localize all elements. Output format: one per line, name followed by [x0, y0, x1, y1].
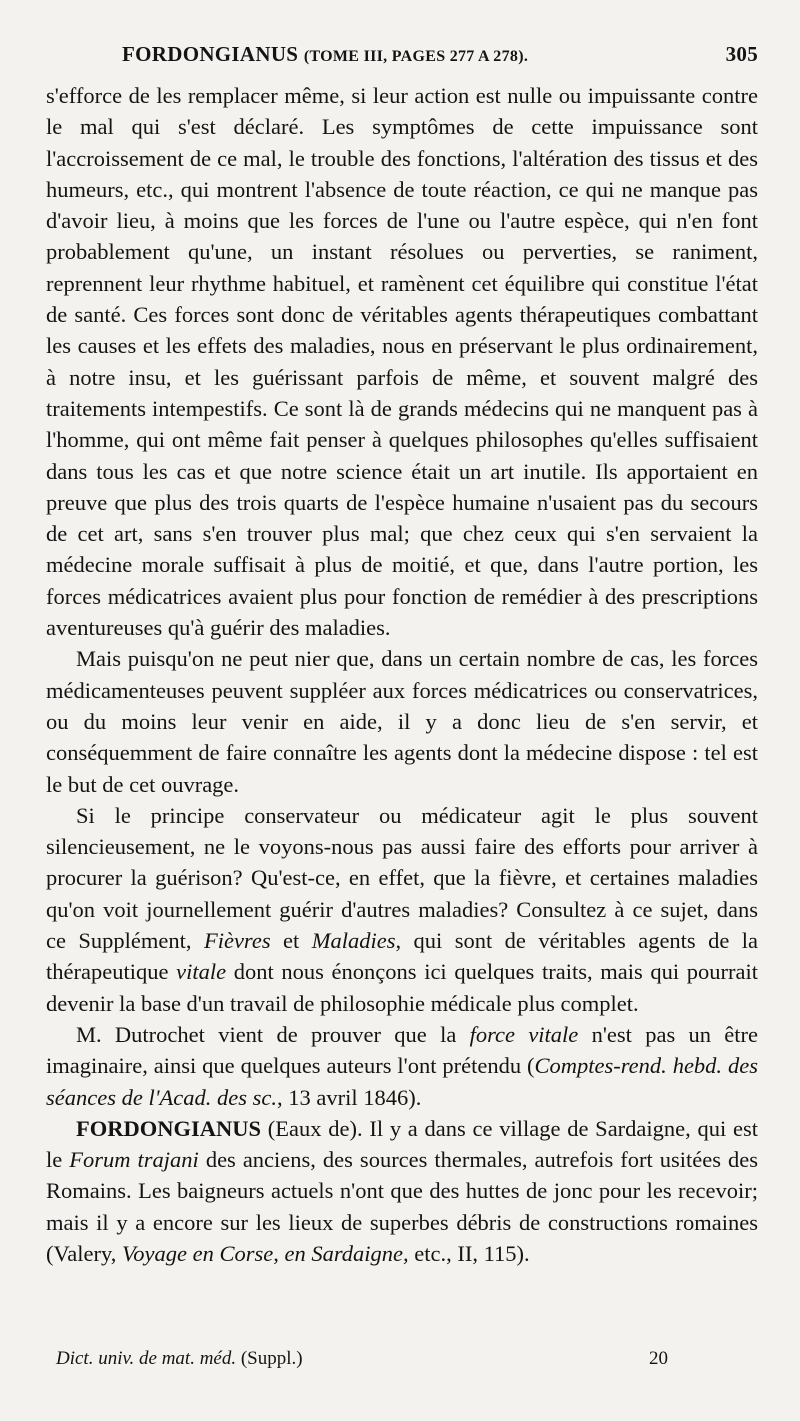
paragraph-2: Mais puisqu'on ne peut nier que, dans un certain nombre de cas, les forces médicamenteuses peuvent suppléer aux forces médicatrices ou conservatrices, ou du moins leur venir en aide, il y a donc lieu de s'en servir, et conséquemment de faire connaître les agents dont la médecine dispose : tel est le but de cet ouvrage. — [46, 646, 758, 797]
paragraph-3 — [46, 800, 758, 1019]
p5-text-b: des anciens, des sources thermales, autrefois fort usitées des Romains. Les baigneurs actuels n'ont que des huttes de jonc pour les recevoir; mais il y a encore sur les lieux de superbes débris de constructions romaines (Valery, — [46, 1147, 759, 1266]
p5-voyage: Voyage en Corse, en Sardaigne, — [122, 1240, 409, 1266]
p4-text-b: n'est pas un être imaginaire, ainsi que quelques auteurs l'ont prétendu ( — [46, 1021, 759, 1079]
running-header — [46, 40, 758, 80]
page-footer — [56, 1348, 722, 1370]
paragraph-1: s'efforce de les remplacer même, si leur action est nulle ou impuissante contre le mal qui s'est déclaré. Les symptômes de cette impuissance sont l'accroissement de ce mal, le trouble des fonctions, l'altération des tissus et des humeurs, etc., qui montrent l'absence de toute réaction, ce qui ne manque pas d'avoir lieu, à moins que les forces de l'une ou l'autre espèce, qui n'en font probablement qu'une, un instant résolues ou perverties, se raniment, reprennent leur rhythme habituel, et ramènent cet équilibre qui constitue l'état de santé. Ces forces sont donc de véritables agents thérapeutiques combattant les causes et les effets des maladies, nous en préservant le plus ordinairement, à notre insu, et les guérissant parfois de même, et souvent malgré des traitements intempestifs. Ce sont là de grands médecins qui ne manquent pas à l'homme, qui ont même fait penser à quelques philosophes qu'elles suffisaient dans tous les cas et que notre science était un art inutile. Ils apportaient en preuve que plus des trois quarts de l'espèce humaine n'usaient pas du secours de cet art, sans s'en trouver plus mal; que chez ceux qui s'en servaient la médecine morale suffisait à plus de moitié, et que, dans l'autre portion, les forces médicatrices avaient plus pour fonction de remédier à des prescriptions aventureuses qu'à guérir des maladies. — [46, 83, 758, 641]
header-title-main: FORDONGIANUS — [122, 42, 299, 66]
p3-maladies: Maladies — [311, 928, 396, 954]
p3-vitale: vitale — [176, 959, 227, 985]
p3-text-b: , qui sont de véritables agents de la thérapeutique — [46, 928, 759, 985]
p3-et: et — [283, 928, 300, 954]
p4-force-vitale: force vitale — [469, 1021, 579, 1047]
entry-heading: FORDONGIANUS — [76, 1115, 262, 1141]
book-page — [46, 40, 758, 1269]
p5-text-a: (Eaux de). Il y a dans ce village de Sardaigne, qui est le — [46, 1115, 759, 1173]
p3-text-a: Si le principe conservateur ou médicateur agit le plus souvent silencieusement, ne le voyons-nous pas aussi faire des efforts pour arriver à procurer la guérison? Qu'est-ce, en effet, que la fièvre, et certaines maladies qu'on voit journellement guérir d'autres maladies? Consultez à ce sujet, dans ce Supplément, — [46, 802, 758, 954]
paragraph-4 — [46, 1019, 758, 1113]
page-number: 305 — [725, 42, 758, 66]
header-title-sub: (TOME III, PAGES 277 A 278). — [303, 48, 529, 65]
header-title — [122, 42, 528, 67]
signature-mark: 20 — [649, 1348, 668, 1369]
p5-forum-trajani: Forum trajani — [69, 1147, 199, 1173]
paragraph-5-entry — [46, 1113, 758, 1269]
p4-citation: Comptes-rend. hebd. des séances de l'Acad. des sc. — [46, 1053, 758, 1110]
page-body — [46, 80, 758, 1269]
footer-suppl-label: (Suppl.) — [240, 1348, 303, 1369]
p3-fievres: Fièvres — [203, 928, 271, 954]
p4-text-c: , 13 avril 1846). — [277, 1084, 422, 1110]
p4-text-a: M. Dutrochet vient de prouver que la — [76, 1021, 457, 1047]
p3-text-c: dont nous énonçons ici quelques traits, mais qui pourrait devenir la base d'un travail de philosophie médicale plus complet. — [46, 959, 759, 1016]
footer-dict-label: Dict. univ. de mat. méd. — [56, 1348, 237, 1369]
p5-text-c: etc., II, 115). — [414, 1240, 530, 1266]
